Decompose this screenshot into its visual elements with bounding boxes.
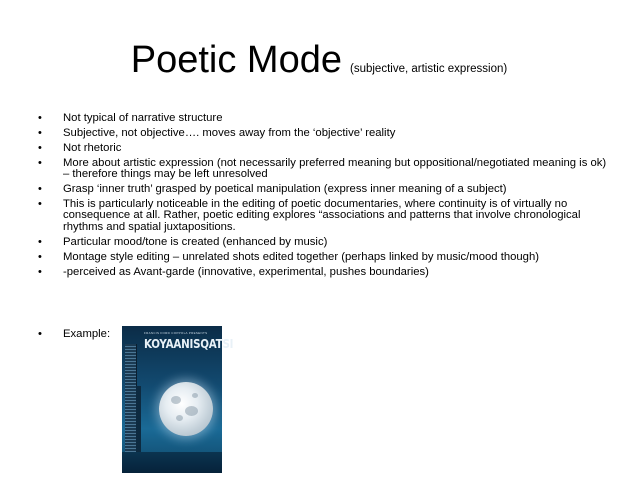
poster-credit-line: FRANCIS FORD COPPOLA PRESENTS	[144, 331, 208, 335]
bullet-marker: •	[38, 141, 42, 154]
bullet-marker: •	[38, 265, 42, 278]
bullet-marker: •	[38, 126, 42, 139]
bullet-marker: •	[38, 328, 42, 340]
poster-title: KOYAANISQATSI	[144, 337, 234, 351]
bullet-marker: •	[38, 183, 42, 196]
bullet-item	[38, 184, 610, 196]
bullet-marker: •	[38, 250, 42, 263]
bullet-marker: •	[38, 197, 42, 210]
bullet-text: Grasp ‘inner truth’ grasped by poetical manipulation (express inner meaning of a subject)	[63, 183, 507, 196]
bullet-item	[38, 113, 610, 125]
bullet-text: Montage style editing – unrelated shots edited together (perhaps linked by music/mood though)	[63, 250, 540, 263]
bullet-item	[38, 158, 610, 181]
koyaanisqatsi-poster-image	[122, 326, 234, 473]
bullet-marker: •	[38, 112, 42, 124]
bullet-text: -perceived as Avant-garde (innovative, experimental, pushes boundaries)	[63, 265, 429, 278]
bullet-text: Not rhetoric	[63, 141, 122, 154]
bullet-text: More about artistic expression (not necessarily preferred meaning but oppositional/negotiated meaning is ok) – therefore things may be left unresolved	[63, 156, 607, 181]
slide-title: Poetic Mode	[130, 39, 342, 81]
bullet-item	[38, 143, 610, 155]
slide-title-row	[0, 38, 638, 82]
bullet-item	[38, 237, 610, 249]
bullet-marker: •	[38, 156, 42, 169]
bullet-item	[38, 252, 610, 264]
example-label: Example:	[63, 328, 111, 340]
bullet-text: This is particularly noticeable in the editing of poetic documentaries, where continuity is of virtually no consequence at all. Rather, poetic editing explores “associations and patterns that involve chronological rhythms and spatial juxtapositions.	[63, 197, 581, 233]
poster-horizon	[122, 452, 222, 473]
bullet-text: Subjective, not objective…. moves away from the ‘objective’ reality	[63, 126, 396, 139]
example-item	[38, 328, 110, 340]
slide-subtitle: (subjective, artistic expression)	[350, 63, 508, 75]
full-moon-icon	[159, 382, 213, 436]
bullet-item	[38, 267, 610, 279]
bullet-item	[38, 128, 610, 140]
bullet-list	[38, 113, 610, 282]
bullet-item	[38, 199, 610, 234]
bullet-marker: •	[38, 235, 42, 248]
bullet-text: Not typical of narrative structure	[63, 112, 223, 124]
bullet-text: Particular mood/tone is created (enhanced by music)	[63, 235, 328, 248]
